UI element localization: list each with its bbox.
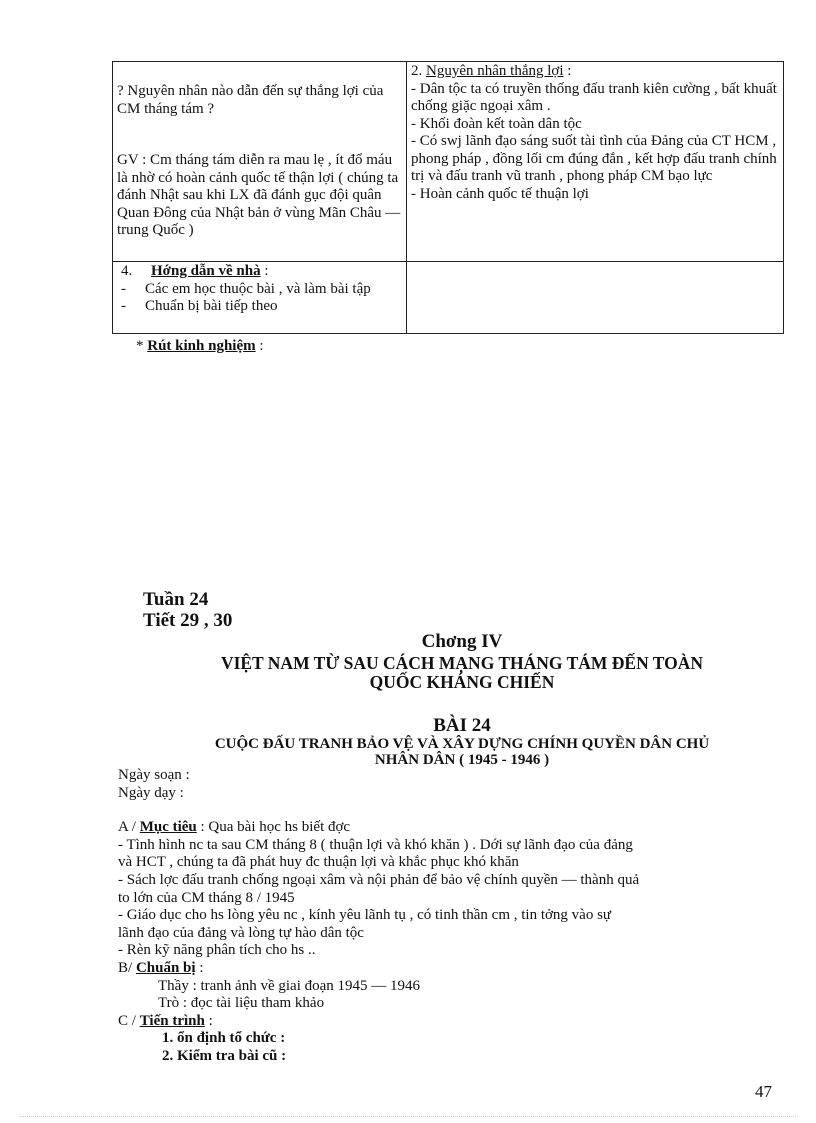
lesson-number: BÀI 24 (433, 715, 491, 736)
list-item: - Các em học thuộc bài , và làm bài tập (121, 280, 371, 297)
table-row (113, 262, 784, 334)
teach-date: Ngày dạy : (118, 784, 184, 801)
lesson-body (118, 767, 778, 1066)
section-heading: 2. Nguyên nhân thắng lợi : (411, 63, 572, 79)
procedure-heading: C / Tiến trình : (118, 1012, 213, 1029)
preparation-line: Trò : đọc tài liệu tham khảo (158, 995, 325, 1012)
procedure-step: 1. ổn định tổ chức : (162, 1030, 286, 1047)
answer-item: - Có swj lãnh đạo sáng suốt tài tình của Đảng của CT HCM , phong pháp , đồng lối cm đúng đắn , kết hợp đấu tranh chính trị và đấu tranh vũ tranh , phong pháp CM bạo lực (411, 133, 777, 184)
objective-line: - Giáo dục cho hs lòng yêu nc , kính yêu lãnh tụ , có tinh thần cm , tin tởng vào sự (118, 907, 612, 924)
teacher-activity-cell (113, 62, 407, 262)
chapter-title: VIỆT NAM TỪ SAU CÁCH MẠNG THÁNG TÁM ĐẾN TOÀN QUỐC KHÁNG CHIẾN (220, 653, 704, 692)
prep-date: Ngày soạn : (118, 767, 190, 783)
question-text: ? Nguyên nhân nào dẫn đến sự thắng lợi của CM tháng tám ? (117, 83, 384, 117)
answer-item: - Khối đoàn kết toàn dân tộc (411, 115, 582, 132)
homework-cell (113, 262, 407, 334)
homework-heading: 4. Hớng dẫn về nhà : (121, 263, 269, 279)
objective-line: to lớn của CM tháng 8 / 1945 (118, 889, 295, 906)
footer-divider (20, 1116, 796, 1117)
empty-cell (407, 262, 784, 334)
objective-line: - Rèn kỹ năng phân tích cho hs .. (118, 942, 316, 959)
period-label: Tiết 29 , 30 (143, 610, 233, 631)
lesson-title: CUỘC ĐẤU TRANH BẢO VỆ VÀ XÂY DỰNG CHÍNH QUYỀN DÂN CHỦ NHÂN DÂN ( 1945 - 1946 ) (214, 736, 710, 768)
answer-item: - Dân tộc ta có truyền thống đấu tranh kiên cường , bất khuất chống giặc ngoại xâm . (411, 80, 777, 114)
lesson-table (112, 61, 784, 334)
procedure-step: 2. Kiểm tra bài cũ : (162, 1047, 287, 1064)
lesson-review-label: * Rút kinh nghiệm : (136, 338, 264, 354)
chapter-label: Chơng IV (421, 631, 503, 652)
objective-line: lãnh đạo của đảng và lòng tự hào dân tộc (118, 924, 364, 941)
objective-line: - Sách lợc đấu tranh chống ngoại xâm và nội phản để bảo vệ chính quyền — thành quả (118, 871, 640, 888)
list-item: - Chuẩn bị bài tiếp theo (121, 298, 278, 314)
preparation-line: Thầy : tranh ảnh về giai đoạn 1945 — 1946 (158, 977, 421, 994)
objectives-heading: A / Mục tiêu : Qua bài học hs biết đợc (118, 819, 351, 836)
objective-line: - Tình hình nc ta sau CM tháng 8 ( thuận lợi và khó khăn ) . Dới sự lãnh đạo của đảng (118, 836, 633, 853)
week-label: Tuần 24 (143, 589, 209, 610)
objective-line: và HCT , chúng ta đã phát huy đc thuận lợi và khắc phục khó khăn (118, 854, 519, 871)
homework-list (117, 281, 402, 316)
answer-item: - Hoàn cảnh quốc tế thuận lợi (411, 185, 589, 202)
teacher-note: GV : Cm tháng tám diễn ra mau lẹ , ít đổ máu là nhờ có hoàn cảnh quốc tế thận lợi ( chúng ta đánh Nhật sau khi LX đã đánh gục đội quân Quan Đông của Nhật bản ở vùng Mãn Châu — trung Quốc ) (117, 152, 401, 238)
table-row (113, 62, 784, 262)
page-number: 47 (755, 1082, 772, 1101)
week-period (143, 589, 232, 631)
preparation-heading: B/ Chuẩn bị : (118, 959, 204, 976)
content-cell (407, 62, 784, 262)
